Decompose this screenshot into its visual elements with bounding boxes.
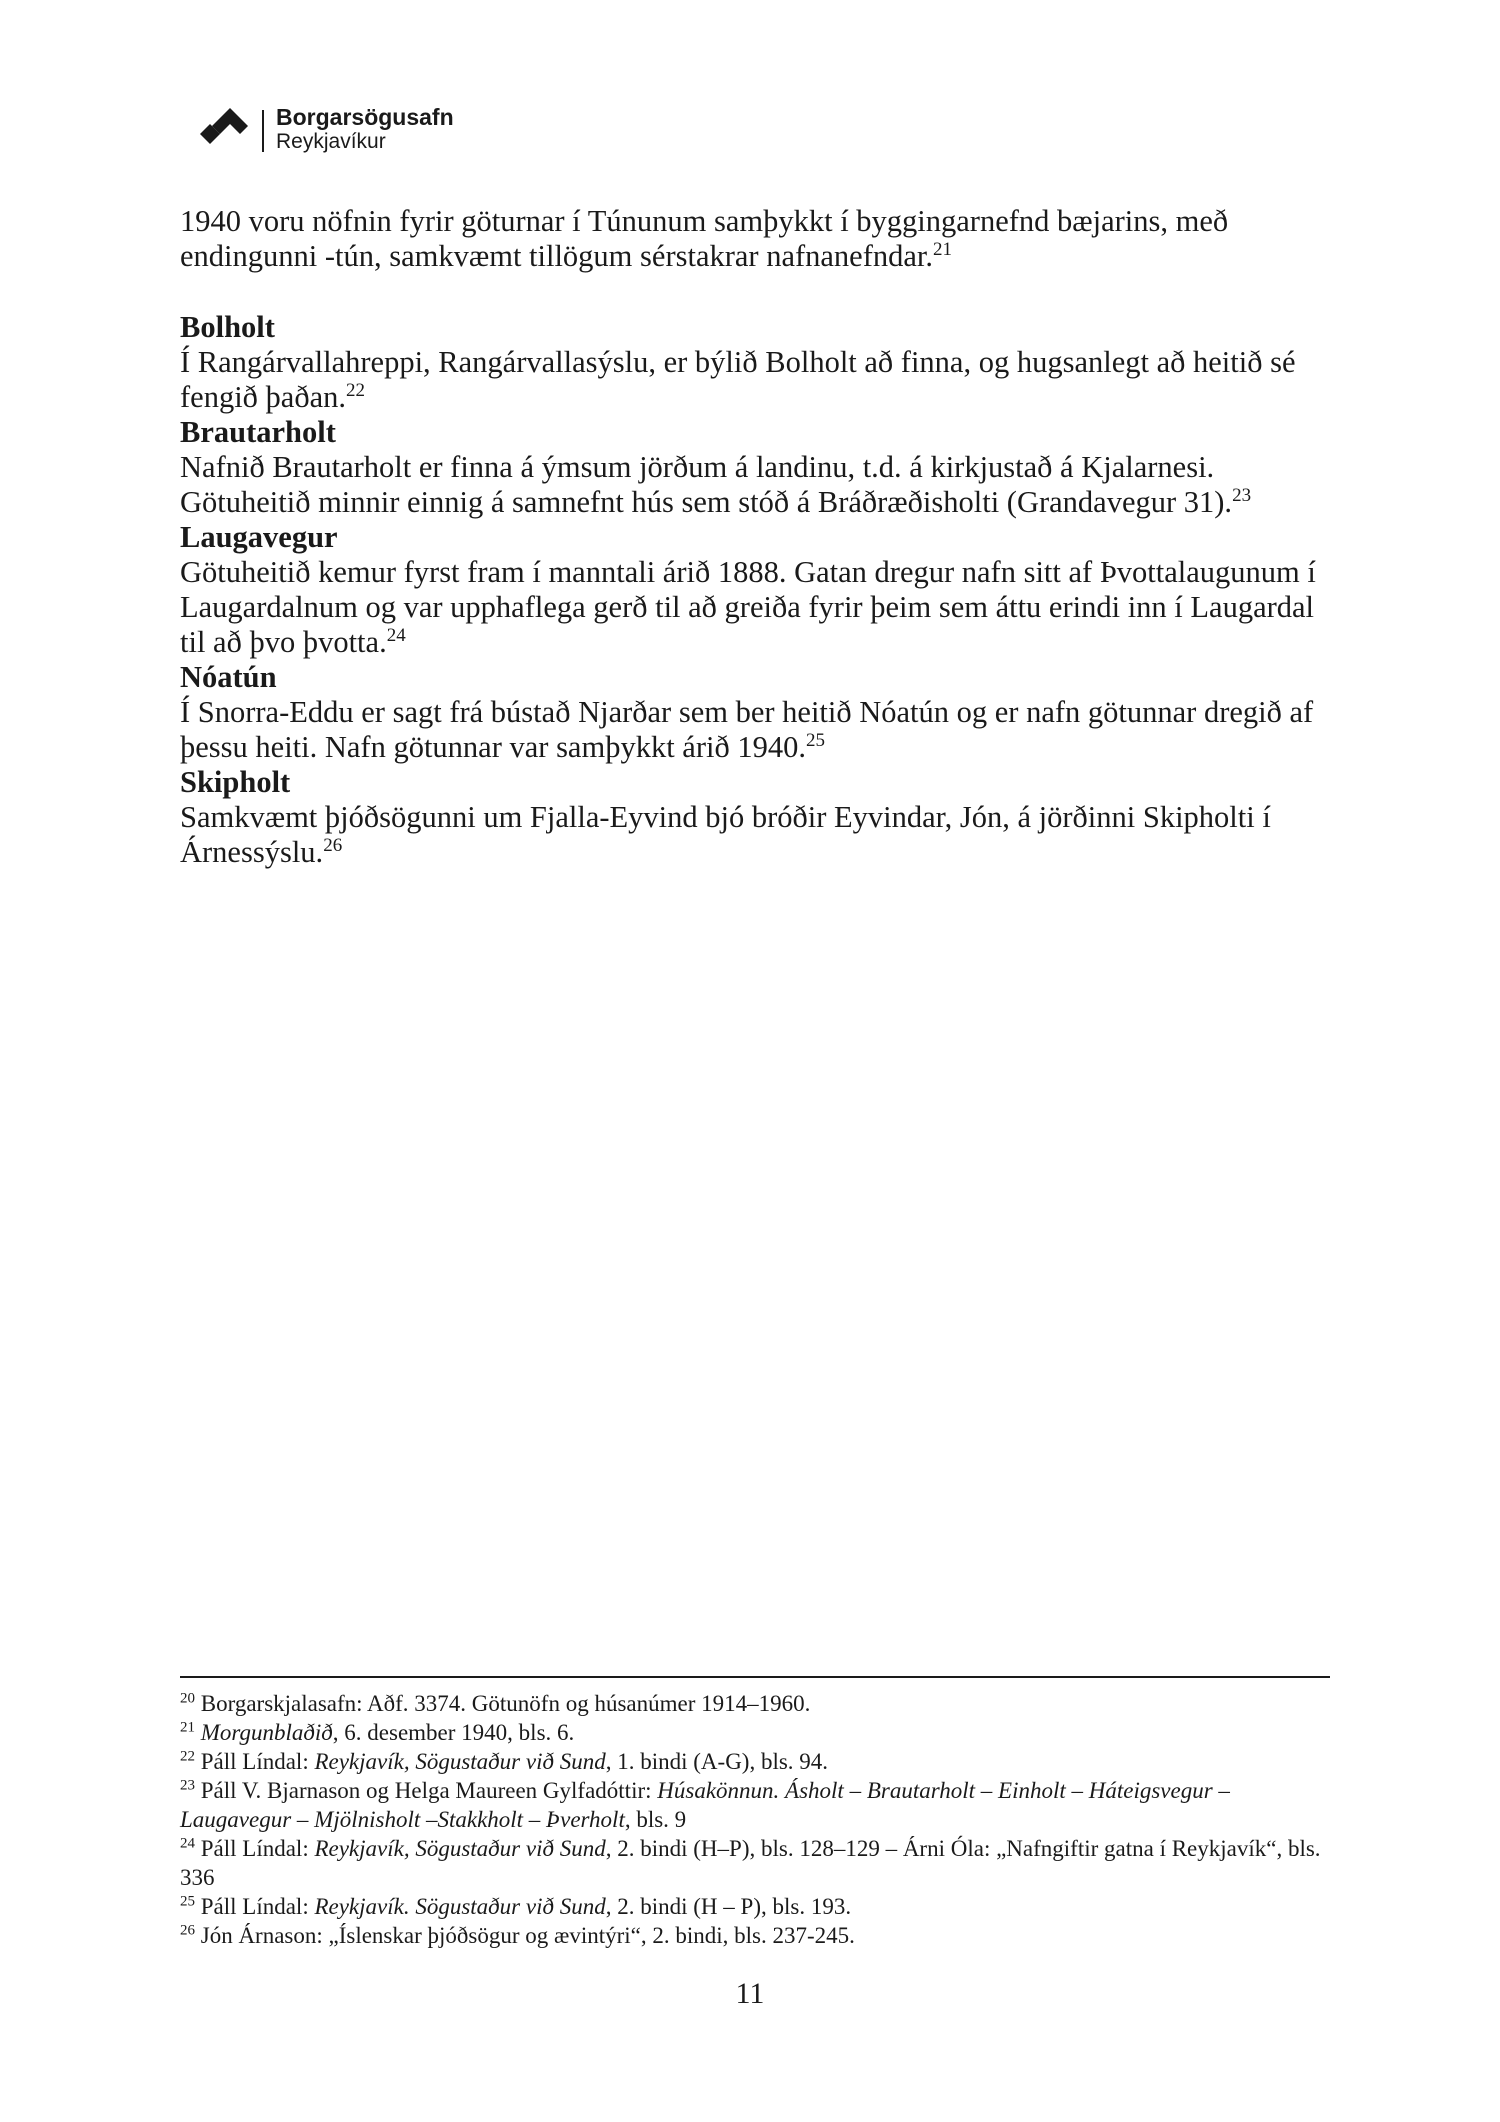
footnote-number: 22 bbox=[180, 1748, 195, 1765]
entry-heading: Brautarholt bbox=[180, 415, 336, 449]
footnote bbox=[180, 1834, 1340, 1892]
footnote bbox=[180, 1747, 1340, 1776]
footnote-text: Páll V. Bjarnason og Helga Maureen Gylfadóttir: bbox=[200, 1778, 658, 1803]
logo-name: Borgarsögusafn bbox=[276, 104, 454, 130]
logo-separator bbox=[262, 110, 264, 152]
main-text bbox=[180, 204, 1340, 870]
museum-logo bbox=[196, 104, 496, 156]
footnote-number: 23 bbox=[180, 1777, 195, 1794]
footnote bbox=[180, 1921, 1340, 1950]
footnote bbox=[180, 1689, 1340, 1718]
entry-body: Götuheitið kemur fyrst fram í manntali árið 1888. Gatan dregur nafn sitt af Þvottalaugunum í Laugardalnum og var upphaflega gerð til að greiða fyrir þeim sem áttu erindi inn í Laugardal til að þvo þvotta. bbox=[180, 555, 1316, 659]
footnote-ref[interactable]: 26 bbox=[323, 834, 343, 856]
page-number: 11 bbox=[735, 1977, 765, 2010]
footnote-title: Húsakönnun. Ásholt – Brautarholt – Einholt – Háteigsvegur – Laugavegur – Mjölnisholt –Stakkholt – Þverholt bbox=[180, 1778, 1230, 1832]
footnote-text: , 1. bindi (A-G), bls. 94. bbox=[605, 1749, 829, 1774]
footnote-ref[interactable]: 24 bbox=[386, 624, 406, 646]
footnote bbox=[180, 1718, 1340, 1747]
intro-text: 1940 voru nöfnin fyrir göturnar í Túnunum samþykkt í byggingarnefnd bæjarins, með endingunni -tún, samkvæmt tillögum sérstakrar nafnanefndar. bbox=[180, 204, 1229, 273]
footnote-text: Jón Árnason: „Íslenskar þjóðsögur og ævintýri“, 2. bindi, bls. 237-245. bbox=[200, 1923, 855, 1948]
entry-text bbox=[180, 345, 1340, 415]
footnote bbox=[180, 1892, 1340, 1921]
footnote-number: 26 bbox=[180, 1922, 195, 1939]
footnote-text: , 2. bindi (H – P), bls. 193. bbox=[605, 1894, 852, 1919]
entry-heading: Nóatún bbox=[180, 660, 277, 694]
entry-text bbox=[180, 555, 1340, 660]
entry-text bbox=[180, 800, 1340, 870]
street-entries bbox=[180, 310, 1340, 870]
footnote-number: 21 bbox=[180, 1719, 195, 1736]
entry-body: Nafnið Brautarholt er finna á ýmsum jörðum á landinu, t.d. á kirkjustað á Kjalarnesi. Götuheitið minnir einnig á samnefnt hús sem stóð á Bráðræðisholti (Grandavegur 31). bbox=[180, 450, 1233, 519]
footnote-title: Reykjavík, Sögustaður við Sund bbox=[314, 1749, 606, 1774]
footnote-number: 20 bbox=[180, 1690, 195, 1707]
footnote-text: , bls. 9 bbox=[624, 1807, 687, 1832]
footnote-text: Páll Líndal: bbox=[200, 1894, 315, 1919]
entry-heading: Laugavegur bbox=[180, 520, 338, 554]
entry-text bbox=[180, 695, 1340, 765]
entry-body: Í Snorra-Eddu er sagt frá bústað Njarðar sem ber heitið Nóatún og er nafn götunnar dregið af þessu heiti. Nafn götunnar var samþykkt árið 1940. bbox=[180, 695, 1314, 764]
footnotes bbox=[180, 1689, 1340, 1950]
footnote-text: , 2. bindi (H–P), bls. 128–129 – Árni Óla: „Nafngiftir gatna í Reykjavík“, bls. 336 bbox=[180, 1836, 1321, 1890]
footnote-number: 24 bbox=[180, 1835, 195, 1852]
footnote-number: 25 bbox=[180, 1893, 195, 1910]
entry-body: Í Rangárvallahreppi, Rangárvallasýslu, er býlið Bolholt að finna, og hugsanlegt að heitið sé fengið þaðan. bbox=[180, 345, 1296, 414]
intro-paragraph bbox=[180, 204, 1340, 274]
footnote-text: Páll Líndal: bbox=[200, 1749, 315, 1774]
entry-text bbox=[180, 450, 1340, 520]
footnote-ref[interactable]: 21 bbox=[933, 238, 953, 260]
footnote-text: Páll Líndal: bbox=[200, 1836, 315, 1861]
footnote-ref[interactable]: 23 bbox=[1232, 484, 1252, 506]
footnote bbox=[180, 1776, 1340, 1834]
footnote-ref[interactable]: 25 bbox=[805, 729, 825, 751]
entry-heading: Bolholt bbox=[180, 310, 275, 344]
chevron-mark-icon bbox=[196, 104, 256, 156]
footnote-separator bbox=[180, 1676, 1330, 1678]
footnote-ref[interactable]: 22 bbox=[346, 379, 365, 401]
footnote-text: Borgarskjalasafn: Aðf. 3374. Götunöfn og húsanúmer 1914–1960. bbox=[200, 1691, 811, 1716]
footnote-title: Reykjavík. Sögustaður við Sund bbox=[314, 1894, 606, 1919]
entry-body: Samkvæmt þjóðsögunni um Fjalla-Eyvind bjó bróðir Eyvindar, Jón, á jörðinni Skipholti í Árnessýslu. bbox=[180, 800, 1271, 869]
footnote-title: Reykjavík, Sögustaður við Sund bbox=[314, 1836, 606, 1861]
footnote-text: , 6. desember 1940, bls. 6. bbox=[332, 1720, 575, 1745]
entry-heading: Skipholt bbox=[180, 765, 291, 799]
footnote-title: Morgunblaðið bbox=[200, 1720, 333, 1745]
logo-subtitle: Reykjavíkur bbox=[276, 130, 386, 153]
